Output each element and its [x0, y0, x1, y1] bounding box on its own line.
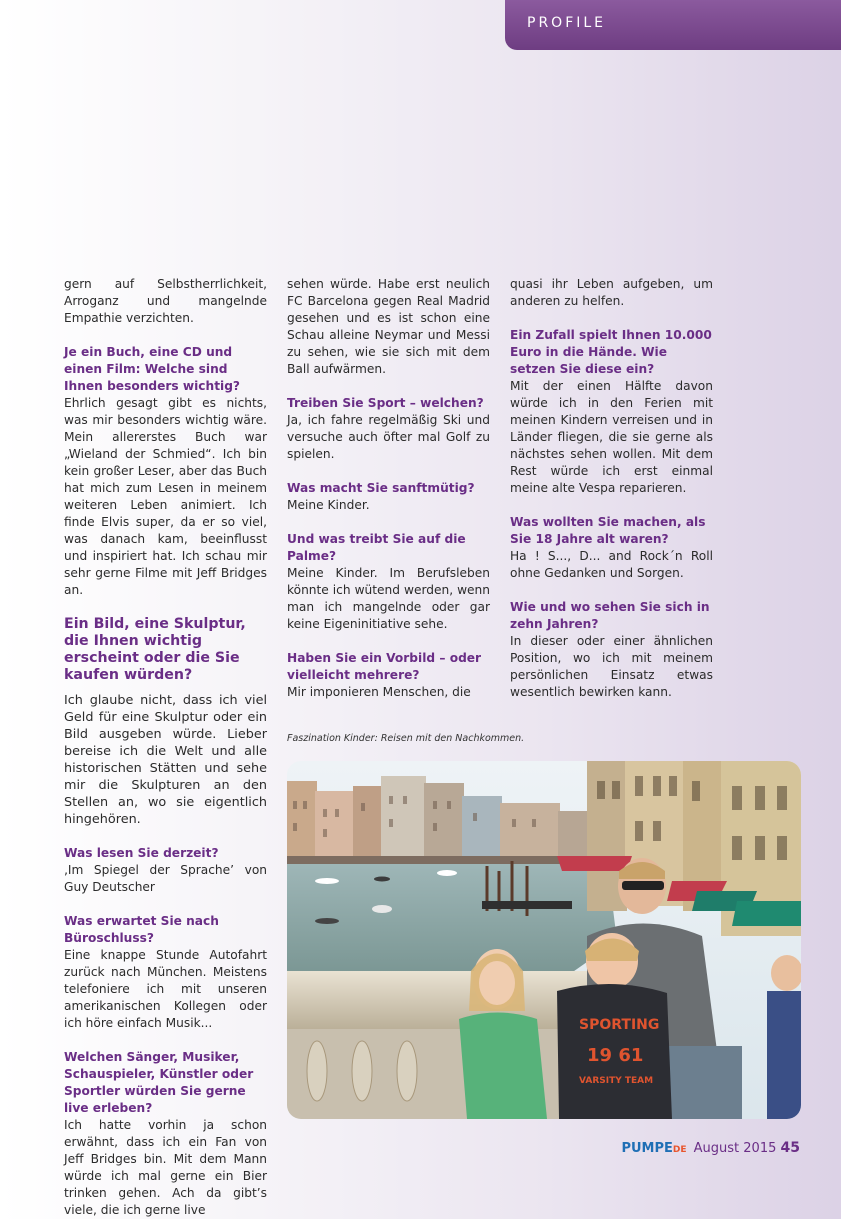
question: Und was treibt Sie auf die Palme? — [287, 532, 466, 563]
answer: In dieser oder einer ähnlichen Position, wo ich mit meinem persönlichen Einsatz etwas wesentlich bewirken kann. — [510, 634, 713, 699]
answer: Ja, ich fahre regelmäßig Ski und versuche auch öfter mal Golf zu spielen. — [287, 413, 490, 461]
shirt-sub: VARSITY TEAM — [579, 1076, 654, 1086]
page-number: 45 — [780, 1140, 800, 1156]
column-1 — [64, 276, 267, 1219]
shirt-text: SPORTING — [579, 1017, 660, 1033]
col2-intro: sehen würde. Habe erst neulich FC Barcelona gegen Real Madrid gesehen und es ist schon eine Schau alleine Neymar und Messi zu sehen, wie sie sich mit dem Ball aufwärmen. — [287, 277, 490, 376]
section-tab — [505, 0, 841, 50]
column-3 — [510, 276, 713, 701]
shirt-number: 19 61 — [587, 1045, 644, 1066]
question: Haben Sie ein Vorbild – oder vielleicht mehrere? — [287, 651, 482, 682]
answer: Ich hatte vorhin ja schon erwähnt, dass ich ein Fan von Jeff Bridges bin. Mit dem Mann würde ich mal gerne ein Bier trinken gehen. Ach da gibt’s viele, die ich gerne live — [64, 1118, 267, 1217]
answer: Meine Kinder. — [287, 498, 370, 512]
question-highlight: Ein Bild, eine Skulptur, die Ihnen wichtig erscheint oder die Sie kaufen würden? — [64, 616, 246, 683]
question: Ein Zufall spielt Ihnen 10.000 Euro in die Hände. Wie setzen Sie diese ein? — [510, 328, 712, 376]
issue-date: August 2015 — [693, 1141, 777, 1156]
question: Wie und wo sehen Sie sich in zehn Jahren? — [510, 600, 710, 631]
answer: Eine knappe Stunde Autofahrt zurück nach München. Meistens telefoniere ich mit unseren amerikanischen Kollegen oder ich höre einfach Musik... — [64, 948, 267, 1030]
page-footer — [621, 1140, 800, 1156]
col1-intro: gern auf Selbstherrlichkeit, Arroganz und mangelnde Empathie verzichten. — [64, 277, 267, 325]
question: Was wollten Sie machen, als Sie 18 Jahre alt waren? — [510, 515, 706, 546]
answer: Ehrlich gesagt gibt es nichts, was mir besonders wichtig wäre. Mein allererstes Buch war „Wieland der Schmied“. Ich bin kein großer Leser, aber das Buch hat mich zum Lesen in meinem weiteren Leben animiert. Ich finde Elvis super, da er so viel, was danach kam, beeinflusst und inspiriert hat. Ich schau mir sehr gerne Filme mit Jeff Bridges an. — [64, 396, 267, 597]
answer: Mir imponieren Menschen, die — [287, 685, 471, 699]
column-2 — [287, 276, 490, 701]
question: Was lesen Sie derzeit? — [64, 846, 219, 860]
question: Was erwartet Sie nach Büroschluss? — [64, 914, 219, 945]
question: Welchen Sänger, Musiker, Schauspieler, Künstler oder Sportler würden Sie gerne live erleben? — [64, 1050, 254, 1115]
answer: Meine Kinder. Im Berufsleben könnte ich wütend werden, wenn man ich mangelnde oder gar keine Eigeninitiative sehe. — [287, 566, 490, 631]
answer: Ich glaube nicht, dass ich viel Geld für eine Skulptur oder ein Bild ausgeben würde. Lieber bereise ich die Welt und alle historischen Stätten und sehe mir die Skulpturen an den Stellen an, wo sie eigentlich hingehören. — [64, 693, 267, 827]
photo-caption: Faszination Kinder: Reisen mit den Nachkommen. — [287, 733, 525, 744]
question: Treiben Sie Sport – welchen? — [287, 396, 484, 410]
answer: Mit der einen Hälfte davon würde ich in den Ferien mit meinen Kindern verreisen und in Länder fliegen, die sie gerne als nächstes sehen wollen. Mit dem Rest würde ich erst einmal meine alte Vespa reparieren. — [510, 379, 713, 495]
magazine-brand-suffix: DE — [672, 1145, 687, 1155]
question: Was macht Sie sanftmütig? — [287, 481, 475, 495]
section-title: PROFILE — [527, 15, 607, 31]
answer: ‚Im Spiegel der Sprache’ von Guy Deutscher — [64, 863, 267, 894]
magazine-brand: PUMPE — [621, 1141, 673, 1156]
venice-family-photo — [287, 761, 801, 1119]
col3-intro: quasi ihr Leben aufgeben, um anderen zu helfen. — [510, 277, 713, 308]
question: Je ein Buch, eine CD und einen Film: Welche sind Ihnen besonders wichtig? — [64, 345, 240, 393]
answer: Ha ! S..., D... and Rock´n Roll ohne Gedanken und Sorgen. — [510, 549, 713, 580]
